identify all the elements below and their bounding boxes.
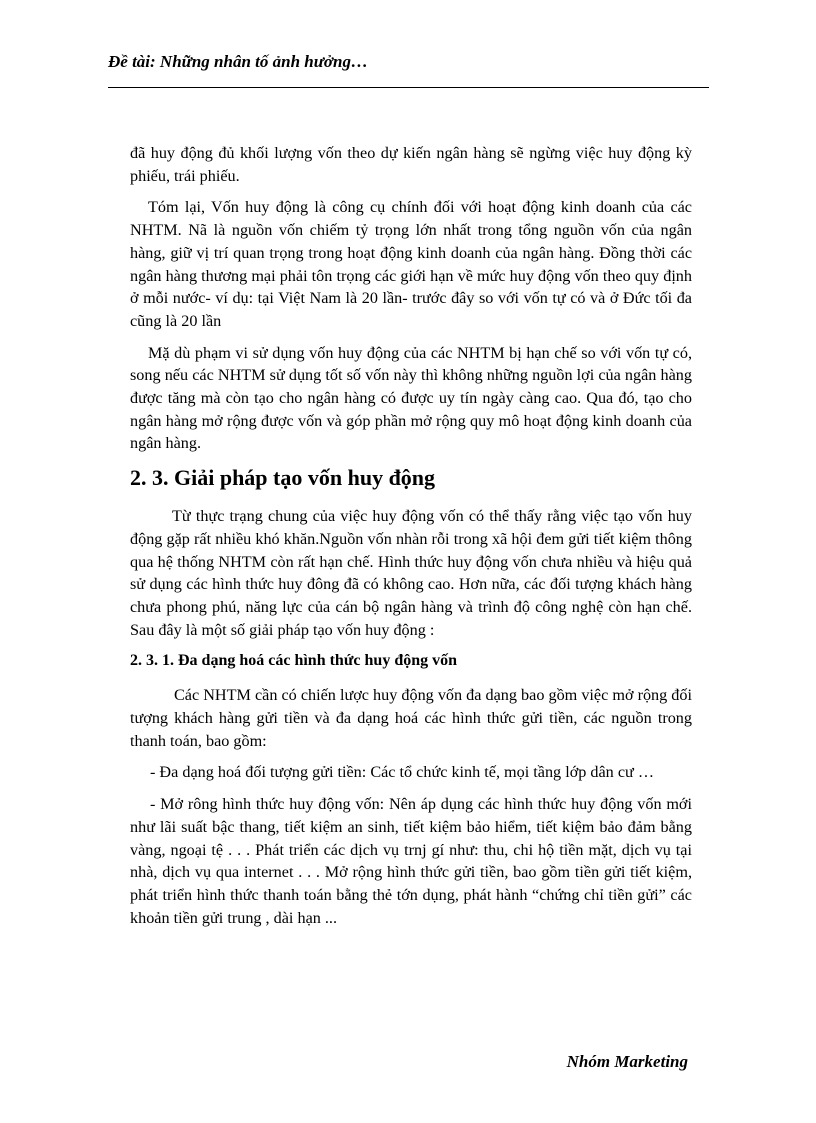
paragraph-7: - Mở rông hình thức huy động vốn: Nên áp dụng các hình thức huy động vốn mới như lãi suất bậc thang, tiết kiệm an sinh, tiết kiệm bảo hiểm, tiết kiệm bảo đảm bằng vàng, ngoại tệ . . . Phát triển các dịch vụ trnj gí như: thu, chi hộ tiền mặt, dịch vụ tại nhà, dịch vụ qua internet . . . Mở rộng hình thức gửi tiền, bao gồm tiền gửi tiết kiệm, phát triển hình thức thanh toán bằng thẻ tớn dụng, phát hành “chứng chỉ tiền gửi” các khoản tiền gửi trung , dài hạn ...	[130, 795, 692, 927]
paragraph-5: Các NHTM cần có chiến lược huy động vốn đa dạng bao gồm việc mở rộng đối tượng khách hàng gửi tiền và đa dạng hoá các hình thức gửi tiền, các nguồn trong thanh toán, bao gồm:	[130, 686, 692, 750]
page-header-title: Đề tài: Những nhân tố ảnh hưởng…	[108, 52, 369, 71]
section-heading-2-3-1: 2. 3. 1. Đa dạng hoá các hình thức huy động vốn	[130, 652, 458, 670]
paragraph-2: Tóm lại, Vốn huy động là công cụ chính đối với hoạt động kinh doanh của các NHTM. Nã là nguồn vốn chiếm tỷ trọng lớn nhất trong tổng nguồn vốn của ngân hàng, giữ vị trí quan trọng trong hoạt động kinh doanh của ngân hàng. Đồng thời các ngân hàng thương mại phải tôn trọng các giới hạn về mức huy động vốn theo quy định ở mỗi nước- ví dụ: tại Việt Nam là 20 lần- trước đây so với vốn tự có và ở Đức tối đa cũng là 20 lần	[130, 198, 692, 330]
header-divider	[108, 87, 709, 88]
paragraph-1: đã huy động đủ khối lượng vốn theo dự kiến ngân hàng sẽ ngừng việc huy động kỳ phiếu, trái phiếu.	[130, 144, 692, 185]
section-heading-2-3: 2. 3. Giải pháp tạo vốn huy động	[130, 465, 436, 491]
document-body	[130, 142, 692, 938]
paragraph-6: - Đa dạng hoá đối tượng gửi tiền: Các tổ chức kinh tế, mọi tầng lớp dân cư …	[150, 763, 655, 782]
paragraph-4: Từ thực trạng chung của việc huy động vốn có thể thấy rằng việc tạo vốn huy động gặp rất nhiều khó khăn.Nguồn vốn nhàn rỗi trong xã hội đem gửi tiết kiệm thông qua hệ thống NHTM còn rất hạn chế. Hình thức huy động vốn chưa nhiều và hiệu quả sử dụng các hình thức huy đông đã có không cao. Hơn nữa, các đối tượng khách hàng chưa phong phú, năng lực của cán bộ ngân hàng và trình độ công nghệ còn hạn chế. Sau đây là một số giải pháp tạo vốn huy động :	[130, 507, 692, 639]
paragraph-3: Mặ dù phạm vi sử dụng vốn huy động của các NHTM bị hạn chế so với vốn tự có, song nếu các NHTM sử dụng tốt số vốn này thì không những nguồn lợi của ngân hàng được tăng mà còn tạo cho ngân hàng có được uy tín ngày càng cao. Qua đó, tạo cho ngân hàng mở rộng được vốn và góp phần mở rộng quy mô hoạt động kinh doanh của ngân hàng.	[130, 343, 692, 453]
page-footer: Nhóm Marketing	[566, 1052, 688, 1071]
